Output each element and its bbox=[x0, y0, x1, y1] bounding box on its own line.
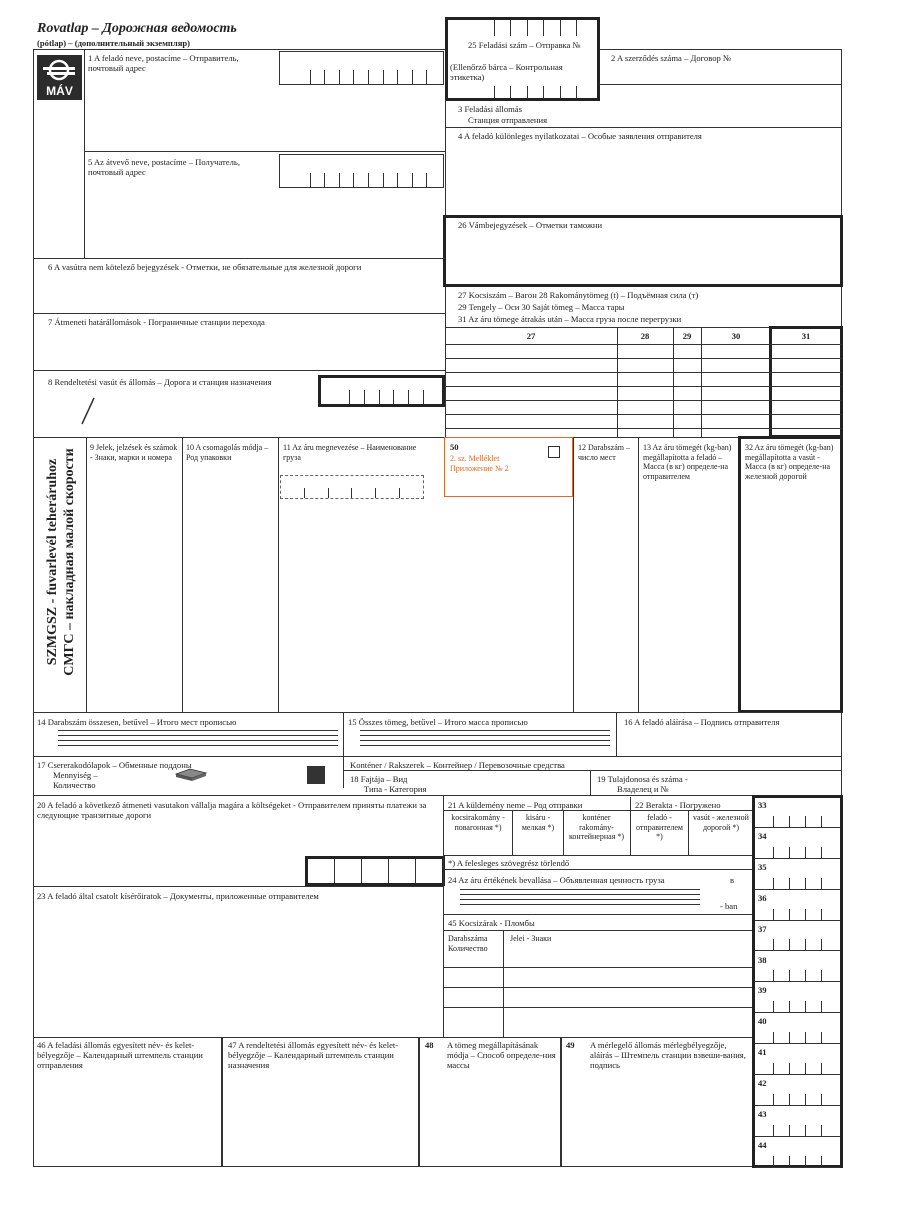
field-24-line bbox=[460, 904, 700, 905]
form-title: Rovatlap – Дорожная ведомость bbox=[37, 21, 237, 36]
field-45-row bbox=[443, 987, 753, 988]
table-27-col-31 bbox=[769, 326, 843, 438]
field-45-col bbox=[503, 930, 504, 1037]
mav-emblem-icon bbox=[37, 55, 82, 85]
tick-mark bbox=[789, 1156, 790, 1168]
field-15-line bbox=[360, 735, 610, 736]
field-17-bottom bbox=[33, 795, 842, 796]
field-15-right bbox=[616, 712, 617, 756]
goods-col bbox=[86, 437, 87, 712]
field-24-line bbox=[460, 894, 700, 895]
tick-mark bbox=[773, 878, 774, 890]
field-19-sublabel: Владелец и № bbox=[617, 784, 669, 794]
field-9-label: 9 Jelek, jelzések és számok - Знаки, марки и номера bbox=[90, 443, 178, 462]
tick-mark bbox=[773, 1094, 774, 1106]
field-45-marks: Jelei - Знаки bbox=[510, 934, 552, 943]
field-6-bottom bbox=[33, 313, 445, 314]
table-27-row bbox=[445, 358, 842, 359]
field-12-label: 12 Darabszám – число мест bbox=[578, 443, 630, 462]
tick-mark bbox=[821, 1125, 822, 1137]
field-3-label: 3 Feladási állomás bbox=[458, 104, 522, 114]
field-5-code-box[interactable] bbox=[279, 154, 444, 188]
tick-mark bbox=[773, 1001, 774, 1013]
field-15-label: 15 Összes tömeg, betűvel – Итого масса прописью bbox=[348, 717, 528, 727]
goods-col bbox=[573, 437, 574, 712]
side-field-number: 44 bbox=[758, 1139, 767, 1150]
deletion-note: *) A felesleges szövegrész törlendő bbox=[448, 858, 570, 868]
logo-divider bbox=[84, 49, 85, 259]
frame-line bbox=[33, 49, 445, 50]
field-17-qty: Mennyiség – bbox=[53, 770, 98, 780]
tick-mark bbox=[805, 816, 806, 828]
tick-mark bbox=[789, 970, 790, 982]
field-23-label: 23 A feladó által csatolt kísérőiratok – Документы, приложенные отправителем bbox=[37, 891, 319, 901]
field-46-label: 46 A feladási állomás egyesített név- és kelet-bélyegzője – Календарный штемпель станции отправления bbox=[37, 1040, 203, 1070]
field-14-label: 14 Darabszám összesen, betűvel – Итого мест прописью bbox=[37, 717, 237, 727]
table-27-header-30: 30 bbox=[731, 331, 741, 341]
tick-mark bbox=[821, 1094, 822, 1106]
tick-mark bbox=[805, 970, 806, 982]
field-8-label: 8 Rendeltetési vasút és állomás – Дорога и станция назначения bbox=[48, 377, 272, 387]
table-27-row bbox=[445, 428, 842, 429]
field-2-bottom bbox=[599, 84, 842, 85]
side-field-row[interactable] bbox=[755, 828, 840, 859]
field-19-label: 19 Tulajdonosa és száma - bbox=[597, 774, 688, 784]
tick-mark bbox=[821, 816, 822, 828]
field-7-label: 7 Átmeneti határállomások - Пограничные станции перехода bbox=[48, 317, 265, 327]
field-21-col bbox=[688, 810, 689, 855]
field-20-label: 20 A feladó a következő átmeneti vasutakon vállalja magára a költségeket - Отправителем приняты платежи за следующие транзитные дороги bbox=[37, 800, 427, 820]
side-field-row[interactable] bbox=[755, 1013, 840, 1044]
container-icon bbox=[307, 766, 325, 784]
table-27-row bbox=[445, 414, 842, 415]
tick-mark bbox=[773, 970, 774, 982]
field-48-label: A tömeg megállapításának módja – Способ определе-ния массы bbox=[447, 1040, 556, 1070]
frame-bottom bbox=[33, 1166, 842, 1167]
frame-top-right bbox=[599, 49, 842, 50]
field-7-bottom bbox=[33, 370, 445, 371]
field-13-label: 13 Az áru tömegét (kg-ban) megállapította a feladó – Масса (в кг) определе-на отправителем bbox=[643, 443, 732, 481]
field-14-line bbox=[58, 730, 338, 731]
side-field-number: 34 bbox=[758, 830, 767, 841]
field-15-line bbox=[360, 740, 610, 741]
table-27-row bbox=[445, 372, 842, 373]
tick-mark bbox=[789, 1001, 790, 1013]
stamps-col bbox=[560, 1037, 562, 1167]
field-6-label: 6 A vasútra nem kötelező bejegyzések - Отметки, не обязательные для железной дороги bbox=[48, 262, 362, 272]
field-50-annex: 2. sz. Melléklet Приложение № 2 bbox=[450, 454, 509, 473]
tick-mark bbox=[805, 1125, 806, 1137]
field-5-bottom bbox=[33, 258, 445, 259]
field-10-label: 10 A csomagolás módja – Род упаковки bbox=[186, 443, 269, 462]
field-45-line bbox=[443, 930, 753, 931]
frame-left bbox=[33, 49, 34, 1167]
tick-mark bbox=[773, 847, 774, 859]
side-field-row[interactable] bbox=[755, 890, 840, 921]
field-15-line bbox=[360, 745, 610, 746]
goods-top bbox=[33, 437, 842, 438]
tick-mark bbox=[789, 909, 790, 921]
tick-mark bbox=[821, 878, 822, 890]
field-25-sublabel: (Ellenőrző bárca – Контрольная этикетка) bbox=[450, 62, 563, 82]
tick-mark bbox=[805, 1094, 806, 1106]
field-21-left bbox=[443, 795, 444, 1037]
tick-mark bbox=[821, 1032, 822, 1044]
field-49-number: 49 bbox=[566, 1040, 575, 1050]
field-21-line bbox=[443, 810, 753, 811]
side-field-number: 33 bbox=[758, 800, 767, 810]
field-11-code-box[interactable] bbox=[280, 475, 424, 499]
field-3-sublabel: Станция отправления bbox=[468, 115, 548, 125]
field-32-label: 32 Az áru tömegét (kg-ban) megállapította a vasút - Масса (в кг) определе-на железной дорогой bbox=[745, 443, 834, 481]
field-47-label: 47 A rendeltetési állomás egyesített név- és kelet-bélyegzője – Календарный штемпель станции назначения bbox=[228, 1040, 399, 1070]
tick-mark bbox=[773, 1032, 774, 1044]
field-50-number: 50 bbox=[450, 442, 459, 452]
tick-mark bbox=[821, 1063, 822, 1075]
field-1-label: 1 A feladó neve, postacíme – Отправитель, почтовый адрес bbox=[88, 53, 239, 73]
field-11-label: 11 Az áru megnevezése – Наименование груза bbox=[283, 443, 417, 462]
field-45-row bbox=[443, 967, 753, 968]
side-field-row[interactable] bbox=[755, 982, 840, 1013]
field-14-line bbox=[58, 735, 338, 736]
tick-mark bbox=[789, 939, 790, 951]
stamps-col bbox=[221, 1037, 223, 1167]
field-25-box[interactable] bbox=[445, 17, 600, 101]
tick-mark bbox=[789, 1125, 790, 1137]
field-20-bottom bbox=[33, 886, 443, 887]
side-field-number: 35 bbox=[758, 861, 767, 872]
field-45-count: Darabszáma Количество bbox=[448, 934, 488, 953]
tick-mark bbox=[805, 939, 806, 951]
field-14-line bbox=[58, 740, 338, 741]
field-21-wagon: kocsirakomány - повагонная *) bbox=[451, 813, 505, 832]
table-27-row bbox=[445, 400, 842, 401]
field-20-code-box[interactable] bbox=[305, 856, 445, 886]
field-14-right bbox=[343, 712, 344, 788]
field-31-label: 31 Az áru tömege átrakás után – Масса груза после перегрузки bbox=[458, 314, 682, 324]
goods-bottom bbox=[33, 712, 842, 713]
side-field-number: 43 bbox=[758, 1109, 767, 1119]
tick-mark bbox=[773, 909, 774, 921]
tick-mark bbox=[821, 847, 822, 859]
tick-mark bbox=[789, 816, 790, 828]
field-5-label: 5 Az átvevő neve, postacíme – Получатель, почтовый адрес bbox=[88, 157, 240, 177]
side-field-row[interactable] bbox=[755, 797, 840, 828]
field-24-top bbox=[443, 869, 753, 870]
side-field-row[interactable] bbox=[755, 1044, 840, 1075]
field-21-col bbox=[630, 797, 631, 855]
kontener-label: Konténer / Rakszerek – Контейнер / Перевозочные средства bbox=[350, 760, 565, 770]
tick-mark bbox=[789, 878, 790, 890]
field-50-checkbox[interactable] bbox=[548, 446, 560, 458]
field-26-label: 26 Vámbejegyzések – Отметки таможни bbox=[458, 220, 603, 230]
goods-col bbox=[182, 437, 183, 712]
tick-mark bbox=[773, 939, 774, 951]
field-21-label: 21 A küldemény neme – Род отправки bbox=[448, 800, 583, 810]
side-field-row[interactable] bbox=[755, 859, 840, 890]
field-22-sender: feladó - отправителем *) bbox=[636, 813, 683, 841]
table-27-header-28: 28 bbox=[640, 331, 650, 341]
side-field-number: 36 bbox=[758, 892, 767, 903]
field-49-label: A mérlegelő állomás mérlegbélyegzője, aláírás – Штемпель станции взвеши-вания, подпись bbox=[590, 1040, 746, 1070]
vertical-title-hu: SZMGSZ - fuvarlevél teheráruhoz bbox=[45, 458, 60, 666]
field-24-label: 24 Az áru értékének bevallása – Объявленная ценность груза bbox=[448, 875, 665, 885]
field-21-container: konténer rakomány- контейнерная *) bbox=[568, 813, 625, 841]
field-22-railway: vasút - железной дорогой *) bbox=[693, 813, 749, 832]
tick-mark bbox=[805, 878, 806, 890]
field-22-label: 22 Berakta - Погружено bbox=[635, 800, 721, 810]
field-2-label: 2 A szerződés száma – Договор № bbox=[611, 53, 732, 63]
field-45-label: 45 Kocsizárak - Пломбы bbox=[448, 918, 535, 928]
stamps-col bbox=[418, 1037, 420, 1167]
field-21-col bbox=[512, 810, 513, 855]
field-18-label: 18 Fajtája – Вид bbox=[350, 774, 408, 784]
field-4-label: 4 A feladó különleges nyilatkozatai – Особые заявления отправителя bbox=[458, 131, 702, 141]
tick-mark bbox=[789, 1063, 790, 1075]
table-27-header-27: 27 bbox=[526, 331, 536, 341]
vertical-title bbox=[36, 440, 86, 710]
tick-mark bbox=[789, 1094, 790, 1106]
table-27-header-29: 29 bbox=[682, 331, 692, 341]
table-27-row bbox=[445, 344, 842, 345]
field-15-line bbox=[360, 730, 610, 731]
field-24-line bbox=[460, 889, 700, 890]
field-17-label: 17 Csererakodólapok – Обменные поддоны bbox=[37, 760, 192, 770]
field-25-label: 25 Feladási szám – Отправка № bbox=[468, 40, 581, 50]
field-17-qty-ru: Количество bbox=[53, 780, 96, 790]
tick-mark bbox=[821, 1001, 822, 1013]
side-field-row[interactable] bbox=[755, 1106, 840, 1137]
field-1-bottom bbox=[84, 151, 445, 152]
side-field-row[interactable] bbox=[755, 1075, 840, 1106]
kontener-line bbox=[343, 770, 842, 771]
side-field-number: 39 bbox=[758, 985, 767, 996]
field-3-bottom bbox=[445, 127, 842, 128]
field-45-row bbox=[443, 1007, 753, 1008]
field-27-label: 27 Kocsiszám – Вагон 28 Rakománytömeg (t) – Подъёмная сила (т) bbox=[458, 290, 699, 300]
tick-mark bbox=[821, 1156, 822, 1168]
field-21-small: kisáru - мелкая *) bbox=[521, 813, 555, 832]
field-18-right bbox=[590, 770, 591, 796]
tick-mark bbox=[805, 1032, 806, 1044]
tick-mark bbox=[773, 1125, 774, 1137]
field-16-label: 16 A feladó aláírása – Подпись отправителя bbox=[624, 717, 780, 727]
side-field-number: 42 bbox=[758, 1078, 767, 1089]
side-field-row[interactable] bbox=[755, 952, 840, 983]
vertical-title-ru: СМГС – накладная малой скорости bbox=[62, 448, 77, 676]
field-21-bottom bbox=[443, 855, 753, 856]
form-subtitle: (pótlap) – (дополнительный экземпляр) bbox=[37, 38, 190, 48]
tick-mark bbox=[789, 1032, 790, 1044]
table-27-row bbox=[445, 386, 842, 387]
side-field-number: 41 bbox=[758, 1047, 767, 1058]
pallet-icon bbox=[174, 768, 208, 782]
field-8-slash bbox=[78, 396, 98, 426]
field-29-label: 29 Tengely – Оси 30 Saját tömeg – Масса тары bbox=[458, 302, 625, 312]
goods-col bbox=[638, 437, 639, 712]
tick-mark bbox=[805, 1001, 806, 1013]
field-3-left bbox=[445, 100, 446, 216]
side-field-number: 37 bbox=[758, 923, 767, 934]
tick-mark bbox=[805, 1156, 806, 1168]
tick-mark bbox=[821, 939, 822, 951]
tick-mark bbox=[805, 847, 806, 859]
field-24-v: в bbox=[730, 875, 735, 885]
field-18-sublabel: Типа - Категория bbox=[364, 784, 427, 794]
tick-mark bbox=[805, 1063, 806, 1075]
tick-mark bbox=[789, 847, 790, 859]
tick-mark bbox=[821, 909, 822, 921]
logo-text: MÁV bbox=[46, 84, 73, 98]
tick-mark bbox=[805, 909, 806, 921]
tick-mark bbox=[821, 970, 822, 982]
mav-logo bbox=[37, 55, 82, 100]
field-45-top bbox=[443, 914, 753, 915]
field-8-code-box[interactable] bbox=[318, 375, 445, 407]
field-14-bottom bbox=[33, 756, 842, 757]
field-24-line bbox=[460, 899, 700, 900]
side-field-number: 38 bbox=[758, 954, 767, 965]
tick-mark bbox=[773, 1156, 774, 1168]
tick-mark bbox=[773, 1063, 774, 1075]
field-24-ban: - ban bbox=[720, 901, 738, 911]
side-field-row[interactable] bbox=[755, 1137, 840, 1168]
side-field-row[interactable] bbox=[755, 921, 840, 952]
field-48-number: 48 bbox=[425, 1040, 434, 1050]
stamps-top bbox=[33, 1037, 753, 1038]
table-27-header-31: 31 bbox=[801, 331, 811, 341]
side-field-number: 40 bbox=[758, 1016, 767, 1027]
tick-mark bbox=[773, 816, 774, 828]
field-14-line bbox=[58, 745, 338, 746]
field-21-col bbox=[563, 810, 564, 855]
field-1-code-box[interactable] bbox=[279, 51, 444, 85]
goods-col bbox=[278, 437, 279, 712]
